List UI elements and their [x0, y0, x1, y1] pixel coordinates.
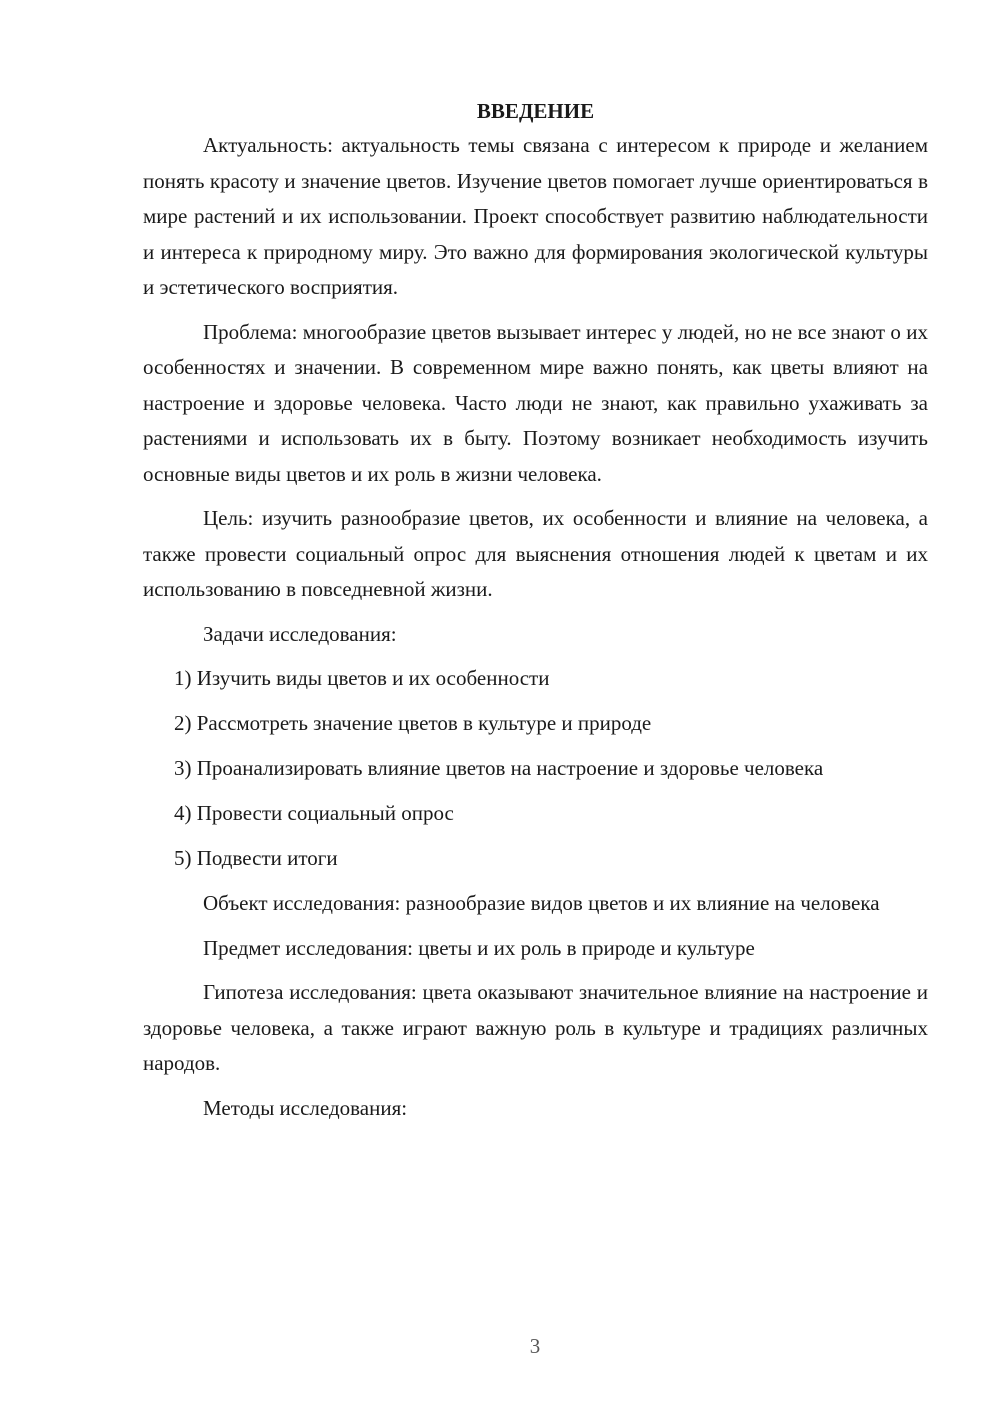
paragraph-goal: Цель: изучить разнообразие цветов, их особенности и влияние на человека, а также провести социальный опрос для выяснения отношения людей к цветам и их использованию в повседневной жизни.: [143, 506, 928, 601]
paragraph-subject: Предмет исследования: цветы и их роль в природе и культуре: [203, 935, 755, 960]
task-item-3: 3) Проанализировать влияние цветов на настроение и здоровье человека: [174, 756, 824, 780]
paragraph-problem: Проблема: многообразие цветов вызывает интерес у людей, но не все знают о их особенностях и значении. В современном мире важно понять, как цветы влияют на настроение и здоровье человека. Часто люди не знают, как правильно ухаживать за растениями и использовать их в быту. Поэтому возникает необходимость изучить основные виды цветов и их роль в жизни человека.: [143, 319, 928, 486]
paragraph-object: Объект исследования: разнообразие видов цветов и их влияние на человека: [203, 891, 880, 915]
document-page: [143, 96, 928, 1135]
section-title: ВВЕДЕНИЕ: [476, 99, 595, 123]
paragraph-hypothesis: Гипотеза исследования: цвета оказывают значительное влияние на настроение и здоровье человека, а также играют важную роль в культуре и традициях различных народов.: [143, 980, 928, 1075]
paragraph-relevance: Актуальность: актуальность темы связана с интересом к природе и желанием понять красоту и значение цветов. Изучение цветов помогает лучше ориентироваться в мире растений и их использовании. Проект способствует развитию наблюдательности и интереса к природному миру. Это важно для формирования экологической культуры и эстетического восприятия.: [143, 133, 928, 299]
page-number: 3: [529, 1334, 541, 1358]
paragraph-methods: Методы исследования:: [203, 1095, 408, 1120]
task-item-4: 4) Провести социальный опрос: [174, 801, 454, 825]
task-item-1: 1) Изучить виды цветов и их особенности: [174, 666, 550, 690]
task-item-5: 5) Подвести итоги: [174, 846, 338, 870]
paragraph-tasks-heading: Задачи исследования:: [203, 621, 397, 646]
task-item-2: 2) Рассмотреть значение цветов в культуре и природе: [174, 711, 652, 735]
